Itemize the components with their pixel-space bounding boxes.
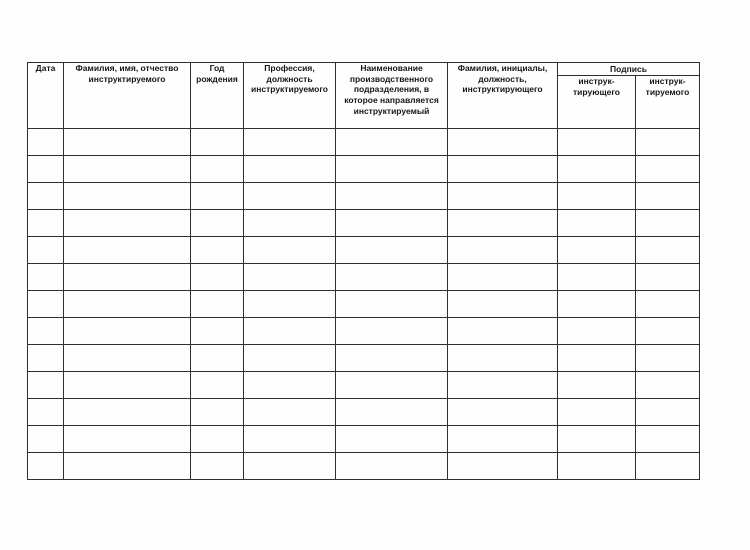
empty-cell [636,210,700,237]
empty-cell [191,210,244,237]
empty-cell [448,345,558,372]
empty-cell [558,453,636,480]
table-row [28,399,700,426]
table-row [28,372,700,399]
empty-cell [448,156,558,183]
empty-cell [448,453,558,480]
column-header-birth-year: Год рождения [191,63,244,129]
column-header-date: Дата [28,63,64,129]
empty-cell [244,183,336,210]
empty-cell [28,237,64,264]
empty-cell [336,426,448,453]
empty-cell [191,237,244,264]
empty-cell [448,426,558,453]
empty-cell [28,345,64,372]
table-row [28,426,700,453]
empty-cell [64,399,191,426]
empty-cell [244,291,336,318]
empty-cell [336,345,448,372]
empty-cell [191,426,244,453]
empty-cell [244,264,336,291]
empty-cell [244,318,336,345]
empty-cell [64,372,191,399]
empty-cell [191,156,244,183]
empty-cell [336,129,448,156]
empty-cell [191,129,244,156]
empty-cell [636,372,700,399]
empty-cell [28,453,64,480]
table-row [28,156,700,183]
empty-cell [28,129,64,156]
empty-cell [28,318,64,345]
instruction-journal-table [27,62,700,480]
empty-cell [64,318,191,345]
empty-cell [28,264,64,291]
empty-cell [191,318,244,345]
empty-cell [28,210,64,237]
empty-cell [64,291,191,318]
empty-cell [636,318,700,345]
column-header-signature-instructed: инструк-тируемого [636,76,700,129]
table-row [28,318,700,345]
empty-cell [336,156,448,183]
empty-cell [636,183,700,210]
empty-cell [336,291,448,318]
header-row-group [28,63,700,76]
empty-cell [244,372,336,399]
empty-cell [558,291,636,318]
empty-cell [64,264,191,291]
table-row [28,237,700,264]
empty-cell [28,426,64,453]
empty-cell [448,183,558,210]
empty-cell [64,453,191,480]
empty-cell [191,399,244,426]
table-row [28,264,700,291]
column-header-instructed-profession: Профессия, должность инструктируемого [244,63,336,129]
table-row [28,345,700,372]
empty-cell [558,399,636,426]
empty-cell [336,318,448,345]
empty-cell [28,291,64,318]
empty-cell [244,453,336,480]
table-header [28,63,700,129]
empty-cell [244,156,336,183]
empty-cell [64,210,191,237]
empty-cell [448,237,558,264]
empty-cell [28,183,64,210]
empty-cell [558,156,636,183]
empty-cell [28,372,64,399]
empty-cell [558,426,636,453]
empty-cell [336,453,448,480]
empty-cell [28,399,64,426]
column-header-instructed-full-name: Фамилия, имя, отчество инструктируемого [64,63,191,129]
empty-cell [636,291,700,318]
empty-cell [448,399,558,426]
empty-cell [336,264,448,291]
column-header-signature-instructor: инструк-тирующего [558,76,636,129]
empty-cell [558,345,636,372]
empty-cell [244,237,336,264]
empty-cell [191,183,244,210]
empty-cell [448,291,558,318]
empty-cell [244,345,336,372]
empty-cell [336,183,448,210]
empty-cell [191,264,244,291]
empty-cell [244,129,336,156]
column-header-instructor-name: Фамилия, инициалы, должность, инструктирующего [448,63,558,129]
journal-table-body [28,129,700,480]
empty-cell [336,399,448,426]
empty-cell [558,237,636,264]
empty-cell [244,210,336,237]
empty-cell [244,426,336,453]
empty-cell [636,453,700,480]
empty-cell [636,345,700,372]
empty-cell [636,129,700,156]
empty-cell [336,210,448,237]
empty-cell [636,264,700,291]
empty-cell [64,426,191,453]
empty-cell [636,426,700,453]
empty-cell [636,399,700,426]
empty-cell [558,372,636,399]
empty-cell [64,129,191,156]
empty-cell [558,318,636,345]
empty-cell [448,318,558,345]
table-row [28,183,700,210]
empty-cell [558,129,636,156]
table-row [28,453,700,480]
empty-cell [448,129,558,156]
table-row [28,129,700,156]
empty-cell [336,372,448,399]
empty-cell [558,264,636,291]
empty-cell [191,345,244,372]
empty-cell [636,237,700,264]
empty-cell [558,183,636,210]
empty-cell [336,237,448,264]
empty-cell [64,183,191,210]
empty-cell [191,372,244,399]
empty-cell [191,291,244,318]
empty-cell [28,156,64,183]
empty-cell [558,210,636,237]
table-row [28,291,700,318]
empty-cell [448,372,558,399]
empty-cell [448,264,558,291]
column-header-signature-group: Подпись [558,63,700,76]
empty-cell [64,156,191,183]
column-header-production-unit: Наименование производственного подразделения, в которое направляется инструктируемый [336,63,448,129]
empty-cell [448,210,558,237]
empty-cell [191,453,244,480]
table-row [28,210,700,237]
empty-cell [64,237,191,264]
empty-cell [636,156,700,183]
empty-cell [244,399,336,426]
empty-cell [64,345,191,372]
